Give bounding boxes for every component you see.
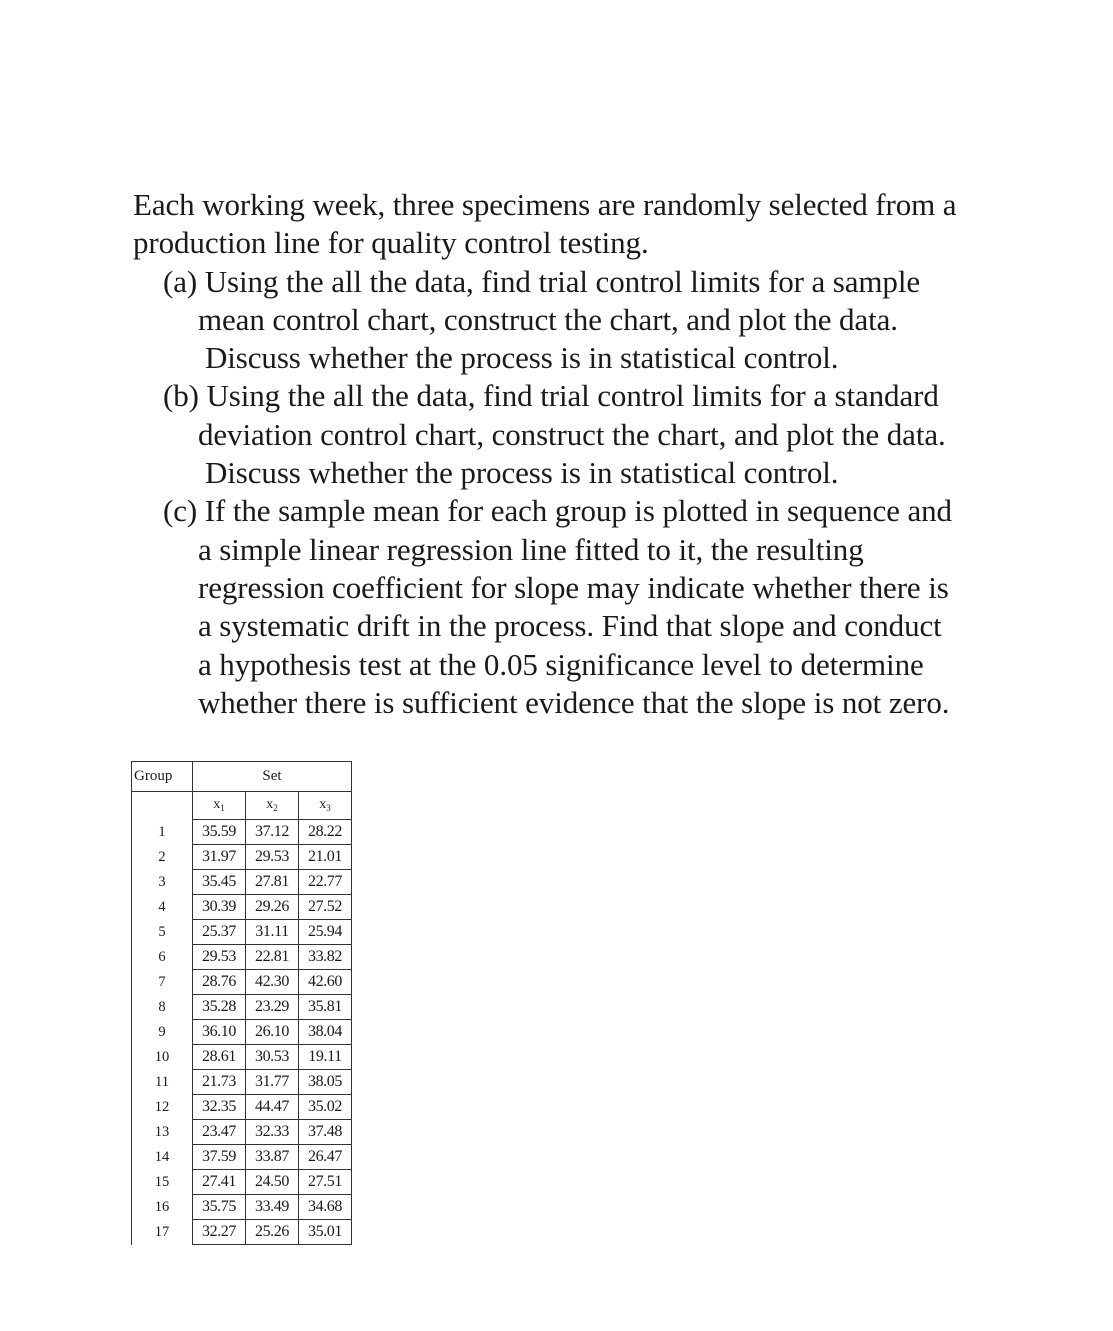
cell-x3: 25.94: [299, 920, 352, 945]
cell-x3: 27.51: [299, 1170, 352, 1195]
column-header-x1: $x_1$: [193, 792, 246, 820]
cell-x2: 32.33: [246, 1120, 299, 1145]
problem-statement: [133, 186, 1033, 722]
part-a-line: mean control chart, construct the chart, and plot the data.: [198, 301, 898, 337]
group-number: 13: [132, 1120, 193, 1145]
cell-x3: 22.77: [299, 870, 352, 895]
part-c-line: a hypothesis test at the 0.05 significance level to determine: [198, 646, 924, 682]
group-number: 11: [132, 1070, 193, 1095]
group-number: 17: [132, 1220, 193, 1245]
cell-x3: 34.68: [299, 1195, 352, 1220]
part-a-line: Discuss whether the process is in statistical control.: [205, 340, 839, 376]
part-c-line: regression coefficient for slope may indicate whether there is: [198, 569, 949, 605]
cell-x2: 24.50: [246, 1170, 299, 1195]
cell-x1: 28.76: [193, 970, 246, 995]
part-b-line: deviation control chart, construct the chart, and plot the data.: [198, 416, 946, 452]
part-a: [133, 263, 1033, 378]
part-c-line: a systematic drift in the process. Find that slope and conduct: [198, 608, 942, 644]
table-row: [132, 845, 352, 870]
cell-x2: 29.53: [246, 845, 299, 870]
cell-x3: 35.02: [299, 1095, 352, 1120]
group-number: 6: [132, 945, 193, 970]
table-row: [132, 895, 352, 920]
group-number: 2: [132, 845, 193, 870]
table-row: [132, 820, 352, 845]
group-number: 8: [132, 995, 193, 1020]
cell-x2: 42.30: [246, 970, 299, 995]
cell-x2: 26.10: [246, 1020, 299, 1045]
problem-intro: [133, 186, 1033, 263]
cell-x1: 23.47: [193, 1120, 246, 1145]
cell-x3: 35.81: [299, 995, 352, 1020]
group-number: 15: [132, 1170, 193, 1195]
cell-x2: 27.81: [246, 870, 299, 895]
table-row: [132, 1045, 352, 1070]
cell-x3: 21.01: [299, 845, 352, 870]
cell-x3: 37.48: [299, 1120, 352, 1145]
cell-x2: 23.29: [246, 995, 299, 1020]
cell-x1: 29.53: [193, 945, 246, 970]
table-row: [132, 945, 352, 970]
cell-x2: 33.87: [246, 1145, 299, 1170]
cell-x2: 37.12: [246, 820, 299, 845]
cell-x1: 35.75: [193, 1195, 246, 1220]
column-header-x3: $x_3$: [299, 792, 352, 820]
cell-x1: 31.97: [193, 845, 246, 870]
part-b: [133, 377, 1033, 492]
cell-x2: 31.11: [246, 920, 299, 945]
cell-x3: 35.01: [299, 1220, 352, 1245]
group-number: 3: [132, 870, 193, 895]
table-row: [132, 1220, 352, 1245]
group-number: 4: [132, 895, 193, 920]
cell-x1: 36.10: [193, 1020, 246, 1045]
group-number: 16: [132, 1195, 193, 1220]
intro-line: Each working week, three specimens are randomly selected from a: [133, 187, 957, 222]
cell-x2: 22.81: [246, 945, 299, 970]
cell-x3: 19.11: [299, 1045, 352, 1070]
table-row: [132, 1170, 352, 1195]
column-header-x2: $x_2$: [246, 792, 299, 820]
part-c-line: (c) If the sample mean for each group is plotted in sequence and: [163, 493, 952, 529]
group-number: 7: [132, 970, 193, 995]
cell-x3: 27.52: [299, 895, 352, 920]
cell-x3: 42.60: [299, 970, 352, 995]
cell-x1: 32.27: [193, 1220, 246, 1245]
group-number: 14: [132, 1145, 193, 1170]
cell-x3: 26.47: [299, 1145, 352, 1170]
cell-x2: 25.26: [246, 1220, 299, 1245]
table-row: [132, 1020, 352, 1045]
set-header: Set: [193, 762, 352, 792]
cell-x1: 25.37: [193, 920, 246, 945]
part-b-line: (b) Using the all the data, find trial control limits for a standard: [163, 378, 939, 414]
table-subheader-row: [132, 792, 352, 820]
group-number: 9: [132, 1020, 193, 1045]
cell-x2: 44.47: [246, 1095, 299, 1120]
table-row: [132, 1145, 352, 1170]
table-row: [132, 870, 352, 895]
cell-x1: 37.59: [193, 1145, 246, 1170]
cell-x3: 33.82: [299, 945, 352, 970]
cell-x1: 30.39: [193, 895, 246, 920]
cell-x2: 33.49: [246, 1195, 299, 1220]
cell-x1: 21.73: [193, 1070, 246, 1095]
group-number: 5: [132, 920, 193, 945]
cell-x1: 32.35: [193, 1095, 246, 1120]
part-c-line: a simple linear regression line fitted to it, the resulting: [198, 531, 864, 567]
group-number: 1: [132, 820, 193, 845]
cell-x3: 28.22: [299, 820, 352, 845]
group-number: 12: [132, 1095, 193, 1120]
table-row: [132, 920, 352, 945]
cell-x1: 27.41: [193, 1170, 246, 1195]
table-header-row: [132, 762, 352, 792]
cell-x2: 31.77: [246, 1070, 299, 1095]
cell-x3: 38.04: [299, 1020, 352, 1045]
table-row: [132, 1095, 352, 1120]
cell-x1: 35.45: [193, 870, 246, 895]
data-table-container: [131, 761, 357, 1331]
group-number: 10: [132, 1045, 193, 1070]
table-row: [132, 970, 352, 995]
cell-x3: 38.05: [299, 1070, 352, 1095]
table-row: [132, 1070, 352, 1095]
cell-x2: 30.53: [246, 1045, 299, 1070]
part-a-line: (a) Using the all the data, find trial control limits for a sample: [163, 263, 920, 299]
part-c: [133, 492, 1033, 722]
table-row: [132, 1120, 352, 1145]
cell-x1: 35.59: [193, 820, 246, 845]
cell-x1: 35.28: [193, 995, 246, 1020]
part-b-line: Discuss whether the process is in statistical control.: [205, 455, 839, 491]
group-header-blank: [132, 792, 193, 820]
cell-x1: 28.61: [193, 1045, 246, 1070]
cell-x2: 29.26: [246, 895, 299, 920]
intro-line: production line for quality control testing.: [133, 225, 649, 261]
group-header: Group: [132, 762, 193, 792]
table-row: [132, 995, 352, 1020]
part-c-line: whether there is sufficient evidence that the slope is not zero.: [198, 684, 950, 720]
table-row: [132, 1195, 352, 1220]
data-table: [131, 761, 352, 1245]
